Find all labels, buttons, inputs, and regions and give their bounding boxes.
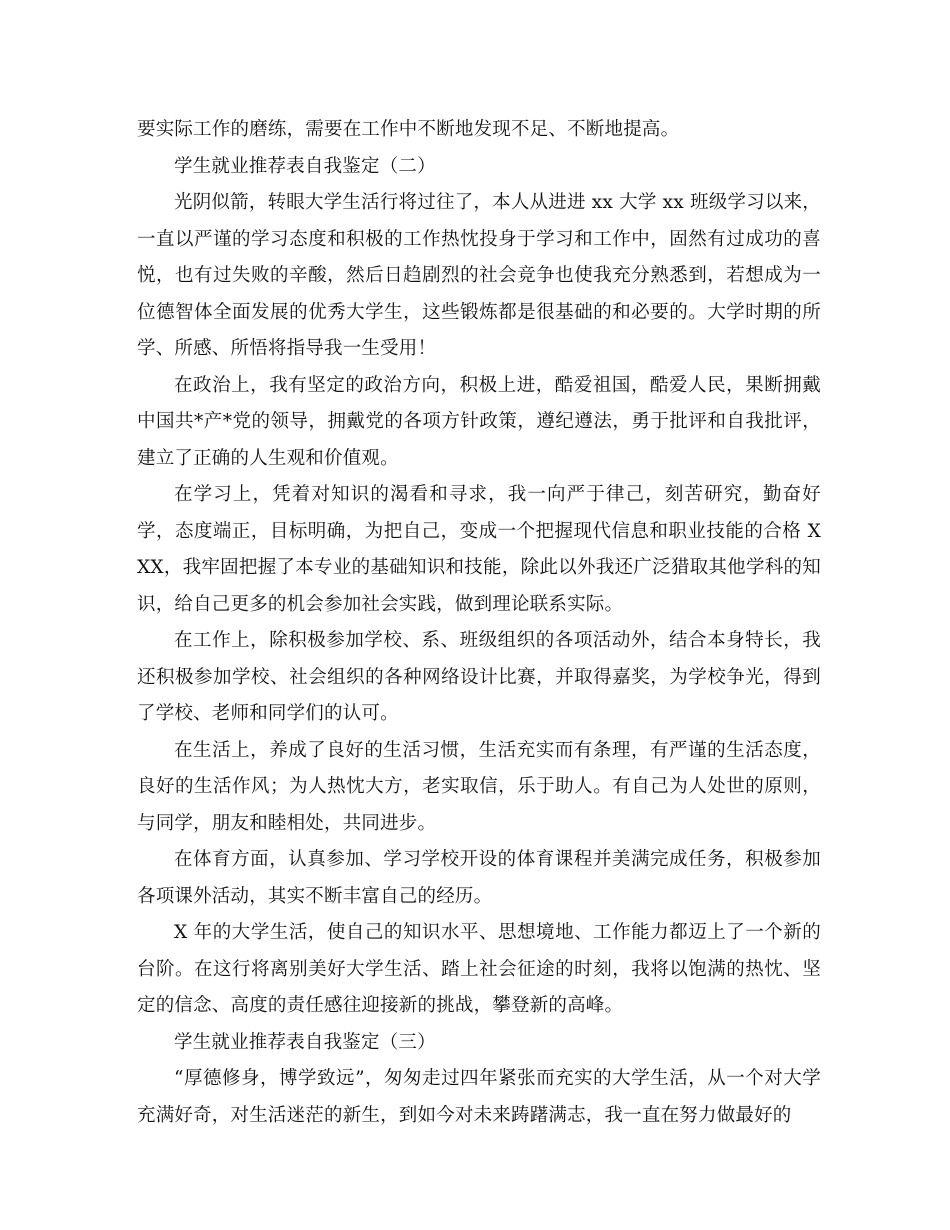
paragraph-study: 在学习上，凭着对知识的渴看和寻求，我一向严于律己，刻苦研究，勤奋好学，态度端正，目标明确，为把自己，变成一个把握现代信息和职业技能的合格 XXX，我牢固把握了本专业的基础知识和技能，除此以外我还广泛猎取其他学科的知识，给自己更多的机会参加社会实践，做到理论联系实际。 [137, 484, 821, 615]
paragraph-politics: 在政治上，我有坚定的政治方向，积极上进，酷爱祖国，酷爱人民，果断拥戴中国共*产*党的领导，拥戴党的各项方针政策，遵纪遵法，勇于批评和自我批评，建立了正确的人生观和价值观。 [137, 374, 821, 469]
paragraph-work: 在工作上，除积极参加学校、系、班级组织的各项活动外，结合本身特长，我还积极参加学校、社会组织的各种网络设计比赛，并取得嘉奖，为学校争光，得到了学校、老师和同学们的认可。 [137, 630, 821, 724]
paragraph-summary: X 年的大学生活，使自己的知识水平、思想境地、工作能力都迈上了一个新的台阶。在这行将离别美好大学生活、踏上社会征途的时刻，我将以饱满的热忱、坚定的信念、高度的责任感往迎接新的挑战，攀登新的高峰。 [137, 922, 821, 1016]
section-heading-2: 学生就业推荐表自我鉴定（二） [174, 155, 436, 177]
paragraph-life: 在生活上，养成了良好的生活习惯，生活充实而有条理，有严谨的生活态度，良好的生活作风；为人热忱大方，老实取信，乐于助人。有自己为人处世的原则，与同学，朋友和睦相处，共同进步。 [137, 739, 821, 834]
paragraph-intro: 光阴似箭，转眼大学生活行将过往了，本人从进进 xx 大学 xx 班级学习以来，一直以严谨的学习态度和积极的工作热忱投身于学习和工作中，固然有过成功的喜悦，也有过失败的辛酸，然后日趋剧烈的社会竞争也使我充分熟悉到，若想成为一位德智体全面发展的优秀大学生，这些锻炼都是很基础的和必要的。大学时期的所学、所感、所悟将指导我一生受用！ [137, 192, 821, 359]
document-body [137, 112, 821, 1134]
paragraph-sports: 在体育方面，认真参加、学习学校开设的体育课程并美满完成任务，积极参加各项课外活动，其实不断丰富自己的经历。 [137, 849, 821, 907]
paragraph-section3-intro: “厚德修身，博学致远”，匆匆走过四年紧张而充实的大学生活，从一个对大学充满好奇，对生活迷茫的新生，到如今对未来踌躇满志，我一直在努力做最好的 [137, 1068, 821, 1126]
section-heading-3: 学生就业推荐表自我鉴定（三） [174, 1031, 436, 1053]
paragraph-continuation: 要实际工作的磨练，需要在工作中不断地发现不足、不断地提高。 [137, 119, 680, 140]
